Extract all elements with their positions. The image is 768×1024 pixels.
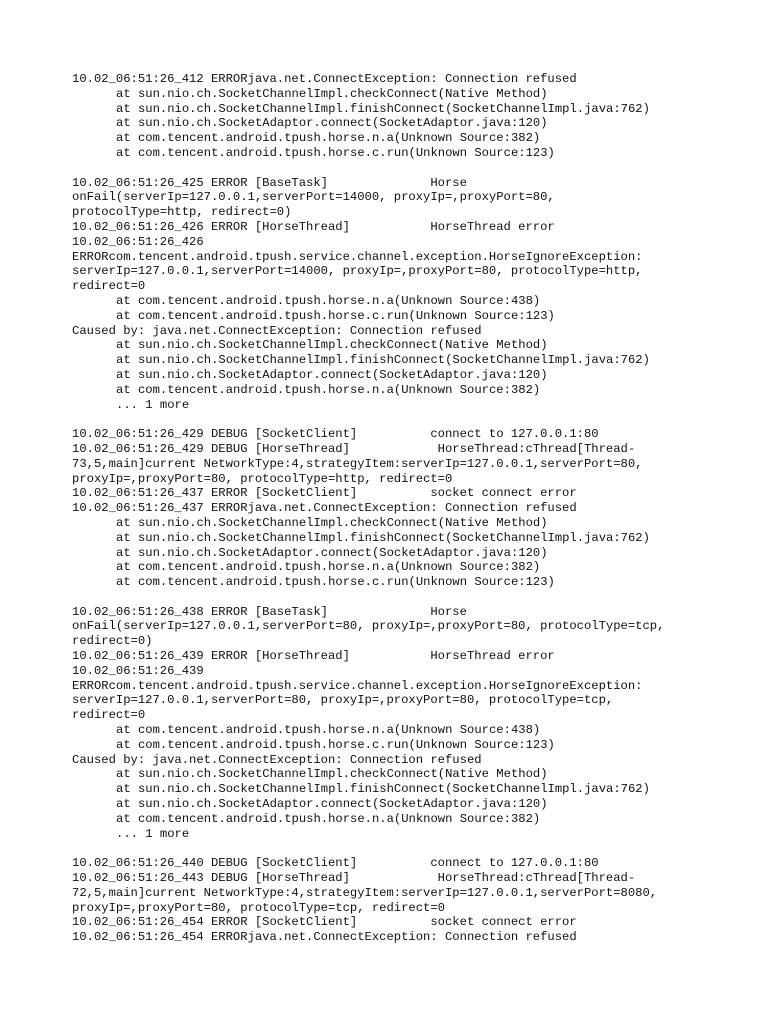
log-line: 10.02_06:51:26_425 ERROR [BaseTask] Horse [72,175,467,190]
log-line: proxyIp=,proxyPort=80, protocolType=http, redirect=0 [72,471,453,486]
log-line: proxyIp=,proxyPort=80, protocolType=tcp, redirect=0 [72,900,445,915]
stack-trace-line: at sun.nio.ch.SocketAdaptor.connect(SocketAdaptor.java:120) [116,116,548,131]
log-document [72,72,712,945]
log-line: 10.02_06:51:26_426 [72,234,204,249]
stack-trace-line: at sun.nio.ch.SocketChannelImpl.checkConnect(Native Method) [116,767,548,782]
block-separator [72,161,712,176]
log-line: 72,5,main]current NetworkType:4,strategyItem:serverIp=127.0.0.1,serverPort=8080, [72,885,658,900]
log-line: 10.02_06:51:26_426 ERROR [HorseThread] HorseThread error [72,219,555,234]
stack-trace-line: at sun.nio.ch.SocketChannelImpl.finishConnect(SocketChannelImpl.java:762) [116,353,650,368]
stack-trace-line: at sun.nio.ch.SocketChannelImpl.finishConnect(SocketChannelImpl.java:762) [116,530,650,545]
log-line: Caused by: java.net.ConnectException: Connection refused [72,752,482,767]
log-line: 10.02_06:51:26_438 ERROR [BaseTask] Horse [72,604,467,619]
log-block [72,72,712,161]
log-block [72,605,712,842]
log-line: 10.02_06:51:26_440 DEBUG [SocketClient] connect to 127.0.0.1:80 [72,856,599,871]
log-line: 10.02_06:51:26_429 DEBUG [HorseThread] HorseThread:cThread[Thread- [72,441,636,456]
stack-trace-line: at sun.nio.ch.SocketAdaptor.connect(SocketAdaptor.java:120) [116,797,548,812]
block-separator [72,590,712,605]
stack-trace-line: at com.tencent.android.tpush.horse.n.a(Unknown Source:438) [116,723,541,738]
log-line: redirect=0) [72,634,153,649]
stack-trace-line: at sun.nio.ch.SocketAdaptor.connect(SocketAdaptor.java:120) [116,545,548,560]
log-line: redirect=0 [72,708,146,723]
log-line: serverIp=127.0.0.1,serverPort=14000, proxyIp=,proxyPort=80, protocolType=http, [72,264,643,279]
stack-trace-line: at com.tencent.android.tpush.horse.n.a(Unknown Source:382) [116,382,541,397]
log-line: onFail(serverIp=127.0.0.1,serverPort=80, proxyIp=,proxyPort=80, protocolType=tcp, [72,619,665,634]
stack-trace-line: at sun.nio.ch.SocketChannelImpl.checkConnect(Native Method) [116,86,548,101]
stack-trace-line: at com.tencent.android.tpush.horse.n.a(Unknown Source:438) [116,293,541,308]
stack-trace-line: at sun.nio.ch.SocketChannelImpl.finishConnect(SocketChannelImpl.java:762) [116,782,650,797]
log-line: 10.02_06:51:26_443 DEBUG [HorseThread] HorseThread:cThread[Thread- [72,871,636,886]
log-block [72,176,712,413]
stack-trace-line: at com.tencent.android.tpush.horse.c.run(Unknown Source:123) [116,308,555,323]
stack-trace-line: at sun.nio.ch.SocketChannelImpl.checkConnect(Native Method) [116,338,548,353]
log-line: 10.02_06:51:26_454 ERRORjava.net.ConnectException: Connection refused [72,930,577,945]
stack-trace-line: at sun.nio.ch.SocketChannelImpl.finishConnect(SocketChannelImpl.java:762) [116,101,650,116]
log-line: 10.02_06:51:26_439 ERROR [HorseThread] HorseThread error [72,649,555,664]
log-line: 10.02_06:51:26_454 ERROR [SocketClient] socket connect error [72,915,577,930]
log-line: 73,5,main]current NetworkType:4,strategyItem:serverIp=127.0.0.1,serverPort=80, [72,456,643,471]
log-line: onFail(serverIp=127.0.0.1,serverPort=14000, proxyIp=,proxyPort=80, [72,190,555,205]
block-separator [72,412,712,427]
log-line: ERRORcom.tencent.android.tpush.service.channel.exception.HorseIgnoreException: [72,678,643,693]
log-line: 10.02_06:51:26_429 DEBUG [SocketClient] connect to 127.0.0.1:80 [72,427,599,442]
log-line: protocolType=http, redirect=0) [72,205,292,220]
stack-trace-line: at sun.nio.ch.SocketChannelImpl.checkConnect(Native Method) [116,515,548,530]
log-line: ERRORcom.tencent.android.tpush.service.channel.exception.HorseIgnoreException: [72,249,643,264]
stack-trace-line: at com.tencent.android.tpush.horse.n.a(Unknown Source:382) [116,560,541,575]
log-line: Caused by: java.net.ConnectException: Connection refused [72,323,482,338]
log-line: 10.02_06:51:26_437 ERRORjava.net.ConnectException: Connection refused [72,501,577,516]
stack-trace-line: at com.tencent.android.tpush.horse.c.run(Unknown Source:123) [116,145,555,160]
stack-trace-line: ... 1 more [116,397,190,412]
stack-trace-line: at sun.nio.ch.SocketAdaptor.connect(SocketAdaptor.java:120) [116,367,548,382]
stack-trace-line: at com.tencent.android.tpush.horse.c.run(Unknown Source:123) [116,575,555,590]
stack-trace-line: at com.tencent.android.tpush.horse.n.a(Unknown Source:382) [116,811,541,826]
stack-trace-line: ... 1 more [116,826,190,841]
log-line: serverIp=127.0.0.1,serverPort=80, proxyIp=,proxyPort=80, protocolType=tcp, [72,693,614,708]
log-block [72,427,712,590]
log-line: redirect=0 [72,279,146,294]
log-block [72,856,712,945]
log-line: 10.02_06:51:26_437 ERROR [SocketClient] socket connect error [72,486,577,501]
log-line: 10.02_06:51:26_412 ERRORjava.net.ConnectException: Connection refused [72,72,577,86]
stack-trace-line: at com.tencent.android.tpush.horse.c.run(Unknown Source:123) [116,737,555,752]
log-line: 10.02_06:51:26_439 [72,663,204,678]
block-separator [72,841,712,856]
stack-trace-line: at com.tencent.android.tpush.horse.n.a(Unknown Source:382) [116,131,541,146]
